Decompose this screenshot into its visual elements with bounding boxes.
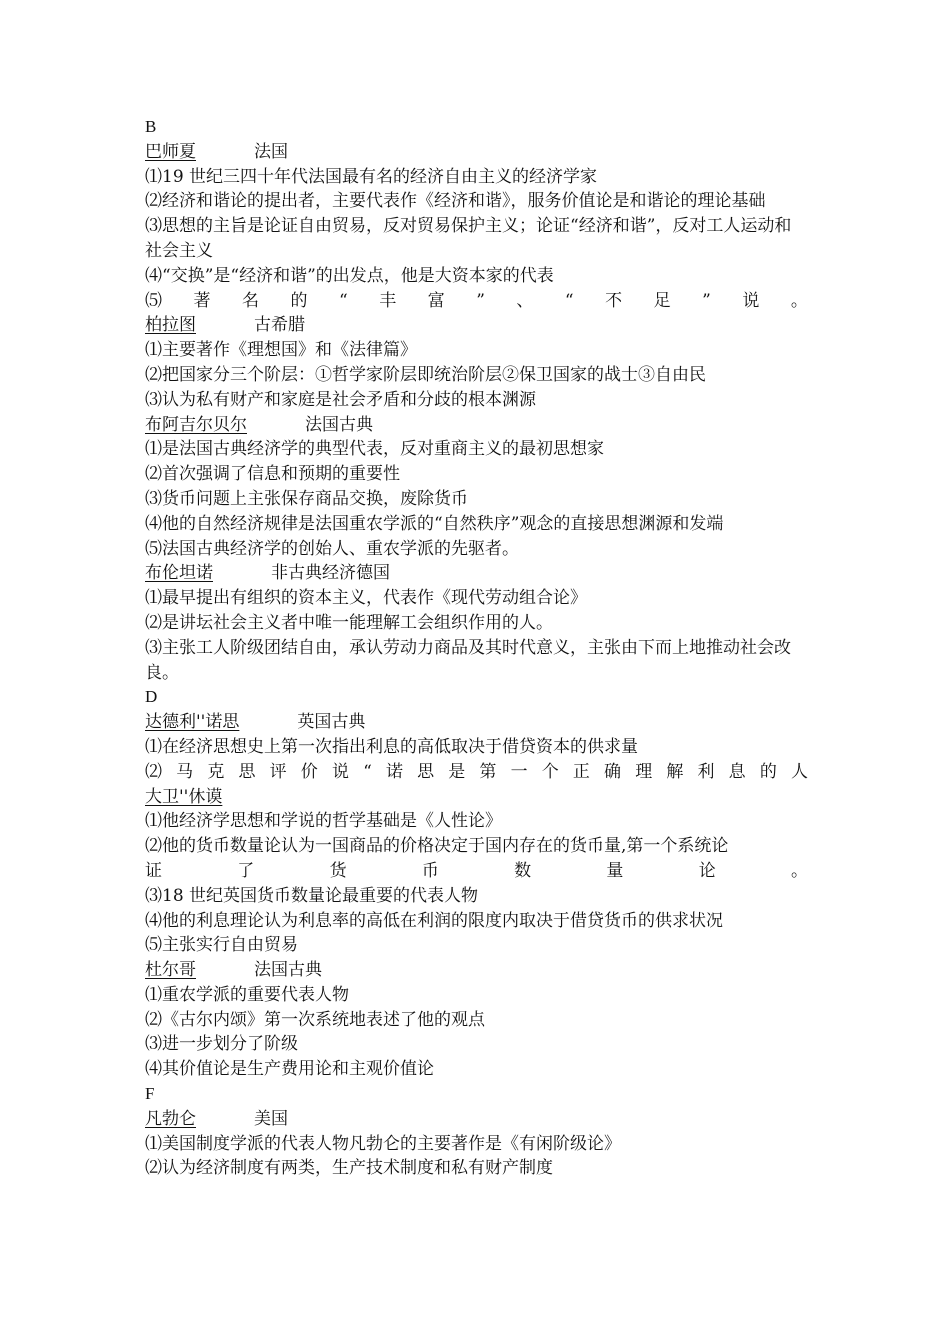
list-item: ⑴在经济思想史上第一次指出利息的高低取决于借贷资本的供求量: [145, 736, 638, 757]
spread-char: 正: [572, 761, 590, 782]
person-region: 法国古典: [305, 414, 373, 435]
section-letter: B: [145, 117, 157, 136]
person-heading: [145, 958, 808, 983]
list-item: ⑷其价值论是生产费用论和主观价值论: [145, 1059, 434, 1080]
spread-char: 名: [242, 290, 259, 311]
person-name: 凡勃仑: [145, 1108, 196, 1129]
list-item: ⑷他的利息理论认为利息率的高低在利润的限度内取决于借贷货币的供求状况: [145, 910, 723, 931]
list-item: ⑴美国制度学派的代表人物凡勃仑的主要著作是《有闲阶级论》: [145, 1133, 621, 1154]
spread-char: “: [339, 290, 348, 311]
person-heading: [145, 710, 808, 735]
person-heading: [145, 561, 808, 586]
spread-char: 数: [514, 860, 532, 881]
section-letter: D: [145, 687, 158, 707]
spread-char: 诺: [385, 761, 403, 782]
spread-char: 说: [742, 290, 760, 311]
spread-char: 价: [300, 761, 318, 782]
list-item: ⑶主张工人阶级团结自由，承认劳动力商品及其时代意义，主张由下而上地推动社会改良。: [145, 637, 791, 683]
person-region: 法国: [254, 141, 288, 162]
list-item: ⑴是法国古典经济学的典型代表，反对重商主义的最初思想家: [145, 439, 604, 460]
spread-char: 量: [606, 860, 624, 881]
spread-char: 。: [790, 860, 808, 881]
list-item: ⑶认为私有财产和家庭是社会矛盾和分歧的根本渊源: [145, 389, 536, 410]
spread-char: 不: [605, 290, 623, 311]
spread-char: 著: [193, 290, 211, 311]
person-region: 法国古典: [254, 960, 322, 981]
list-item: ⑶18 世纪英国货币数量论最重要的代表人物: [145, 885, 479, 906]
spread-char: 、: [516, 290, 534, 311]
list-item: ⑶货币问题上主张保存商品交换，废除货币: [145, 488, 468, 509]
spread-char: “: [363, 761, 372, 782]
spread-char: 币: [421, 860, 439, 881]
spread-char: 货: [329, 860, 347, 881]
spread-char: ⑵: [145, 761, 162, 782]
spread-char: 息: [728, 761, 746, 782]
person-heading: [145, 313, 808, 338]
list-item: ⑵认为经济制度有两类，生产技术制度和私有财产制度: [145, 1158, 553, 1179]
person-name: 大卫''休谟: [145, 786, 223, 807]
person-heading: [145, 1107, 808, 1132]
person-region: 非古典经济德国: [271, 563, 390, 584]
list-item: ⑸法国古典经济学的创始人、重农学派的先驱者。: [145, 538, 519, 559]
spread-char: 解: [666, 761, 684, 782]
spread-char: 是: [448, 761, 466, 782]
spread-char: 第: [479, 761, 497, 782]
spread-char: ”: [476, 290, 485, 311]
person-region: 美国: [254, 1108, 288, 1129]
spread-char: 的: [290, 290, 308, 311]
spread-char: 马: [176, 761, 194, 782]
spread-char: 思: [417, 761, 435, 782]
spread-char: 足: [653, 290, 671, 311]
person-name: 达德利''诺思: [145, 712, 240, 733]
spread-char: ”: [702, 290, 711, 311]
person-region: 英国古典: [297, 712, 366, 733]
list-item: ⑵是讲坛社会主义者中唯一能理解工会组织作用的人。: [145, 612, 553, 633]
list-item: ⑵他的货币数量论认为一国商品的价格决定于国内存在的货币量,第一个系统论: [145, 836, 729, 857]
spread-char: 思: [238, 761, 256, 782]
spread-char: 论: [698, 860, 716, 881]
person-heading: [145, 140, 808, 165]
spread-char: 人: [790, 761, 808, 782]
spread-char: “: [564, 290, 574, 311]
list-item: ⑷他的自然经济规律是法国重农学派的“自然秩序”观念的直接思想渊源和发端: [145, 513, 724, 534]
list-item: ⑴主要著作《理想国》和《法律篇》: [145, 340, 417, 361]
list-item: ⑷“交换”是“经济和谐”的出发点，他是大资本家的代表: [145, 265, 554, 286]
list-item: ⑴最早提出有组织的资本主义，代表作《现代劳动组合论》: [145, 588, 587, 609]
spread-char: 评: [269, 761, 287, 782]
list-item: ⑵把国家分三个阶层：①哲学家阶层即统治阶层②保卫国家的战士③自由民: [145, 364, 706, 385]
spread-char: 说: [331, 761, 349, 782]
list-item: ⑶进一步划分了阶级: [145, 1034, 298, 1055]
spread-char: 利: [697, 761, 715, 782]
justified-line: [145, 289, 808, 314]
list-item: ⑴他经济学思想和学说的哲学基础是《人性论》: [145, 811, 502, 832]
list-item: ⑵首次强调了信息和预期的重要性: [145, 464, 400, 485]
person-name: 柏拉图: [145, 315, 196, 336]
spread-char: 确: [604, 761, 622, 782]
list-item: ⑴重农学派的重要代表人物: [145, 984, 349, 1005]
spread-char: 了: [237, 860, 255, 881]
list-item: ⑴19 世纪三四十年代法国最有名的经济自由主义的经济学家: [145, 166, 598, 187]
section-letter: F: [145, 1084, 155, 1104]
document-body: [145, 115, 808, 1181]
person-heading: [145, 413, 808, 438]
person-region: 古希腊: [254, 315, 305, 336]
justified-line: [145, 760, 808, 785]
person-name: 布阿吉尔贝尔: [145, 414, 247, 435]
person-name: 杜尔哥: [145, 960, 196, 981]
list-item: ⑶思想的主旨是论证自由贸易，反对贸易保护主义；论证“经济和谐”，反对工人运动和社会主义: [145, 216, 792, 261]
spread-char: 证: [145, 860, 162, 881]
spread-char: 个: [541, 761, 559, 782]
spread-char: ⑸: [145, 290, 162, 311]
person-name: 巴师夏: [145, 141, 196, 162]
spread-char: 一: [510, 761, 528, 782]
list-item: ⑵《古尔内颂》第一次系统地表述了他的观点: [145, 1009, 485, 1030]
person-name: 布伦坦诺: [145, 563, 213, 584]
spread-char: 富: [427, 290, 445, 311]
list-item: ⑵经济和谐论的提出者，主要代表作《经济和谐》，服务价值论是和谐论的理论基础: [145, 191, 766, 212]
spread-char: 理: [635, 761, 653, 782]
spread-char: 克: [207, 761, 225, 782]
list-item: ⑸主张实行自由贸易: [145, 935, 298, 956]
person-heading: [145, 785, 808, 810]
spread-char: 的: [759, 761, 777, 782]
spread-char: 丰: [379, 290, 397, 311]
justified-line: [145, 859, 808, 884]
spread-char: 。: [790, 290, 808, 311]
